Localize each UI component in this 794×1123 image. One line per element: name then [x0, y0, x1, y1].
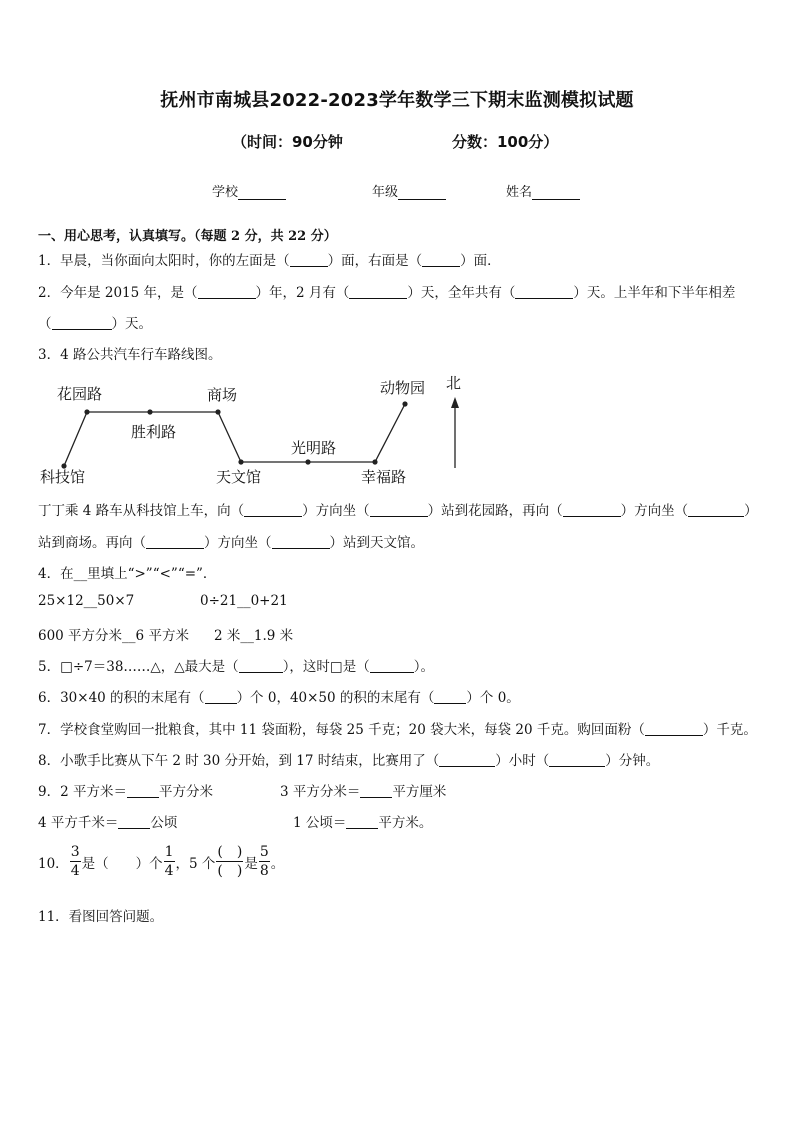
q8-text-c: ）分钟。: [605, 753, 660, 769]
q9-text-d1: 1 公顷＝: [293, 815, 347, 831]
name-label: 姓名: [506, 185, 533, 200]
stop-guangminglu: [305, 459, 310, 464]
question-9-a: [38, 780, 213, 800]
fraction-1-4: $\frac{1}{4}$: [164, 844, 174, 879]
q8-blank-1[interactable]: [439, 754, 495, 767]
question-9-d: [293, 811, 432, 831]
q2-text-f: ）天。: [111, 316, 152, 332]
q6-text-b: ）个 0，40×50 的积的末尾有（: [236, 690, 435, 706]
question-3-intro: 3．4 路公共汽车行车路线图。: [38, 347, 222, 363]
stop-dongwuyuan: [402, 401, 407, 406]
q6-text-a: 6．30×40 的积的末尾有（: [38, 690, 205, 706]
stop-shangchang: [215, 409, 220, 414]
q3-blank-3[interactable]: [563, 504, 621, 517]
q4-item-c[interactable]: 600 平方分米__6 平方米: [38, 628, 189, 644]
fraction-blank[interactable]: $\frac{( )}{( )}$: [217, 844, 243, 879]
q9-blank-1[interactable]: [127, 785, 159, 798]
map-label-xingfulu: 幸福路: [361, 468, 407, 486]
grade-label: 年级: [372, 185, 399, 200]
stop-xingfulu: [372, 459, 377, 464]
map-label-shenglilu: 胜利路: [131, 423, 177, 441]
q3-blank-2[interactable]: [370, 504, 428, 517]
stop-huayuanlu: [84, 409, 89, 414]
time-label: （时间：90分钟: [232, 133, 343, 151]
q1-text-a: 1．早晨，当你面向太阳时，你的左面是（: [38, 253, 290, 269]
q9-blank-2[interactable]: [360, 785, 392, 798]
q6-blank-2[interactable]: [434, 691, 466, 704]
q6-blank-1[interactable]: [205, 691, 237, 704]
q2-text-d: ）天。上半年和下半年相差: [573, 285, 736, 301]
q1-text-c: ）面．: [460, 253, 501, 269]
q5-blank-1[interactable]: [239, 660, 283, 673]
q8-text-a: 8．小歌手比赛从下午 2 时 30 分开始，到 17 时结束，比赛用了（: [38, 753, 440, 769]
q3-text-d: ）方向坐（: [620, 503, 689, 519]
q10-text-3: 是: [244, 855, 258, 872]
q9-text-c2: 公顷: [150, 815, 178, 831]
question-8: [38, 749, 659, 769]
question-6: [38, 686, 520, 706]
q1-text-b: ）面，右面是（: [327, 253, 423, 269]
q3-text-a: 丁丁乘 4 路车从科技馆上车，向（: [38, 503, 245, 519]
section-heading: 一、用心思考，认真填写。（每题 2 分，共 22 分）: [38, 229, 337, 244]
question-10: [38, 845, 284, 878]
q3-blank-6[interactable]: [272, 536, 330, 549]
question-3-line-2: [38, 531, 424, 551]
stop-shenglilu: [147, 409, 152, 414]
north-arrow-head: [451, 397, 459, 408]
q3-text-h: ）站到天文馆。: [329, 535, 424, 551]
map-label-dongwuyuan: 动物园: [380, 379, 426, 397]
question-4-intro: 4．在__里填上“>”“<”“=”．: [38, 566, 217, 582]
q3-text-g: ）方向坐（: [204, 535, 272, 551]
question-9-c: [38, 811, 177, 831]
q4-item-b[interactable]: 0÷21__0+21: [200, 593, 288, 609]
q7-text-b: ）千克。: [702, 722, 757, 738]
q3-blank-4[interactable]: [688, 504, 744, 517]
question-7: [38, 718, 757, 738]
q9-text-c1: 4 平方千米＝: [38, 815, 119, 831]
q9-blank-3[interactable]: [118, 816, 150, 829]
q2-text-e: （: [38, 316, 52, 332]
q4-item-d[interactable]: 2 米__1.9 米: [214, 628, 294, 644]
q7-blank-1[interactable]: [645, 723, 703, 736]
q10-text-4: 。: [270, 855, 285, 872]
q8-text-b: ）小时（: [495, 753, 550, 769]
q9-text-b2: 平方厘米: [392, 784, 447, 800]
bus-route-line: [64, 404, 405, 466]
fraction-5-8: $\frac{5}{8}$: [259, 844, 269, 879]
q10-number: 10．: [38, 855, 69, 872]
question-9-b: [280, 780, 446, 800]
question-3-line-1: [38, 499, 758, 519]
map-label-shangchang: 商场: [207, 386, 238, 404]
q9-text-a2: 平方分米: [158, 784, 213, 800]
q3-blank-5[interactable]: [146, 536, 204, 549]
q5-blank-2[interactable]: [370, 660, 414, 673]
q2-text-c: ）天，全年共有（: [407, 285, 516, 301]
fraction-3-4: $\frac{3}{4}$: [70, 844, 80, 879]
map-label-huayuanlu: 花园路: [57, 385, 103, 403]
bus-route-map: [0, 0, 794, 500]
q9-blank-4[interactable]: [346, 816, 378, 829]
q9-text-b1: 3 平方分米＝: [280, 784, 361, 800]
stop-tianwenguan: [238, 459, 243, 464]
q3-text-c: ）站到花园路，再向（: [427, 503, 563, 519]
question-11: 11．看图回答问题。: [38, 909, 164, 925]
school-label: 学校: [212, 185, 239, 200]
page-title: 抚州市南城县2022-2023学年数学三下期末监测模拟试题: [160, 90, 634, 111]
q2-text-a: 2．今年是 2015 年，是（: [38, 285, 198, 301]
q7-text-a: 7．学校食堂购回一批粮食，其中 11 袋面粉，每袋 25 千克；20 袋大米，每袋 20 千克。购回面粉（: [38, 722, 645, 738]
score-label: 分数：100分）: [452, 133, 559, 151]
q5-text-b: ），这时□是（: [282, 659, 370, 675]
map-label-bei: 北: [446, 374, 462, 392]
q3-text-b: ）方向坐（: [302, 503, 370, 519]
q10-text-1[interactable]: 是（ ）个: [81, 855, 163, 872]
q2-text-b: ）年，2 月有（: [255, 285, 350, 301]
q4-item-a[interactable]: 25×12__50×7: [38, 593, 135, 609]
q9-text-d2: 平方米。: [378, 815, 433, 831]
map-label-kejiguan: 科技馆: [40, 468, 86, 486]
map-label-tianwenguan: 天文馆: [216, 468, 262, 486]
q6-text-c: ）个 0。: [466, 690, 520, 706]
q10-text-2: ，5 个: [175, 855, 216, 872]
q5-text-c: ）。: [413, 659, 434, 675]
q3-blank-1[interactable]: [244, 504, 302, 517]
q8-blank-2[interactable]: [549, 754, 605, 767]
q3-text-e: ）: [744, 503, 758, 519]
map-label-guangminglu: 光明路: [291, 439, 337, 457]
q9-text-a1: 9．2 平方米＝: [38, 784, 127, 800]
q5-text-a: 5．□÷7＝38……△，△最大是（: [38, 659, 239, 675]
question-5: [38, 655, 434, 675]
q3-text-f: 站到商场。再向（: [38, 535, 146, 551]
